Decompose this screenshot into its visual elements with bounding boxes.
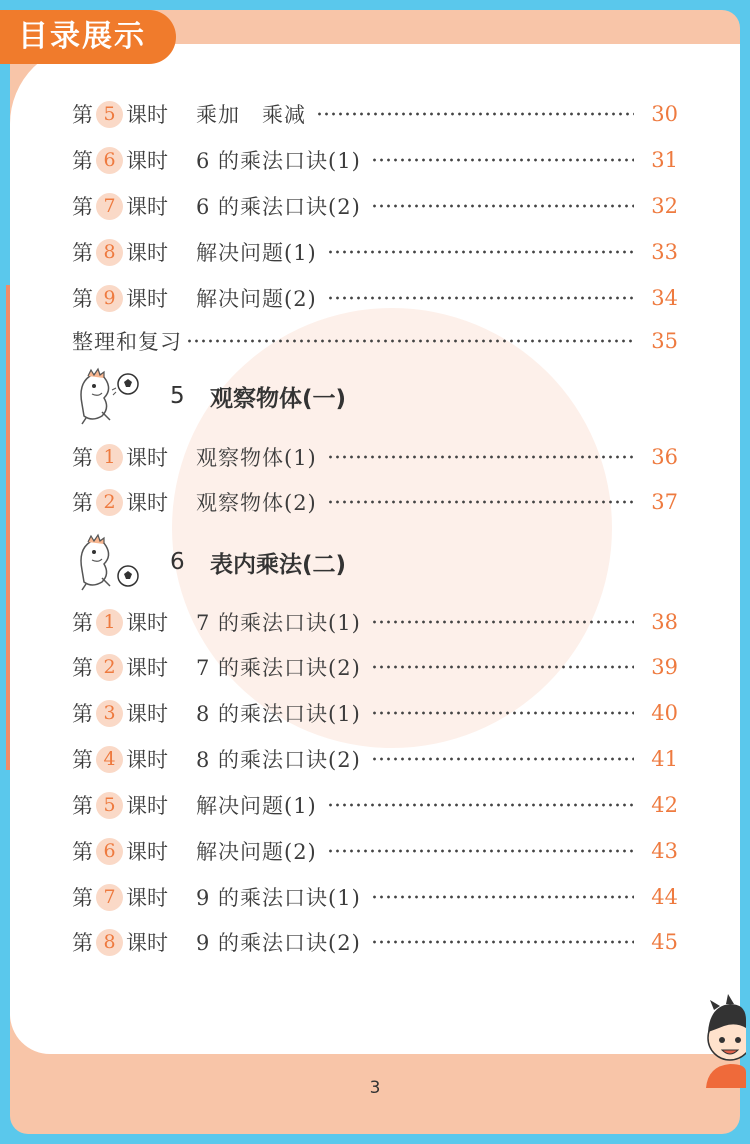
lesson-number-badge: 4: [96, 746, 123, 773]
lesson-title: 乘加 乘减: [196, 103, 306, 127]
lesson-title: 6 的乘法口诀(2): [196, 195, 361, 219]
toc-row[interactable]: 第 2 课时 7 的乘法口诀(2) 39: [72, 651, 678, 683]
lesson-title: 解决问题(1): [196, 794, 317, 818]
lesson-title: 观察物体(2): [196, 491, 317, 515]
page-number: 36: [651, 445, 678, 469]
toc-row[interactable]: 第 9 课时 解决问题(2) 34: [72, 282, 678, 314]
lesson-number-badge: 2: [96, 489, 123, 516]
lesson-number-badge: 3: [96, 700, 123, 727]
dot-leader: [371, 158, 634, 162]
toc-row[interactable]: 第 8 课时 9 的乘法口诀(2) 45: [72, 926, 678, 958]
toc-row[interactable]: 第 1 课时 观察物体(1) 36: [72, 441, 678, 473]
page-number: 33: [651, 240, 678, 264]
lesson-title: 9 的乘法口诀(2): [196, 931, 361, 955]
lesson-title: 解决问题(2): [196, 840, 317, 864]
dinosaur-soccer-icon: [72, 530, 144, 592]
lesson-title: 解决问题(1): [196, 241, 317, 265]
cartoon-boy-icon: [700, 992, 746, 1088]
dot-leader: [327, 296, 634, 300]
dot-leader: [371, 711, 634, 715]
page-number: 43: [651, 839, 678, 863]
dot-leader: [371, 204, 634, 208]
lesson-title: 8 的乘法口诀(1): [196, 702, 361, 726]
lesson-number-badge: 2: [96, 654, 123, 681]
lesson-title: 8 的乘法口诀(2): [196, 748, 361, 772]
dot-leader: [327, 455, 634, 459]
lesson-number-badge: 9: [96, 285, 123, 312]
lesson-number-badge: 5: [96, 101, 123, 128]
lesson-number-badge: 8: [96, 929, 123, 956]
toc-row-review[interactable]: [72, 325, 678, 357]
lesson-title: 解决问题(2): [196, 287, 317, 311]
toc-row[interactable]: 第 4 课时 8 的乘法口诀(2) 41: [72, 743, 678, 775]
toc-row[interactable]: 第 6 课时 6 的乘法口诀(1) 31: [72, 144, 678, 176]
page-number: 35: [651, 329, 678, 353]
dot-leader: [186, 339, 634, 343]
review-title: 整理和复习: [72, 330, 182, 354]
dot-leader: [316, 112, 634, 116]
page-number: 31: [651, 148, 678, 172]
toc-row[interactable]: 第 2 课时 观察物体(2) 37: [72, 486, 678, 518]
dot-leader: [371, 665, 634, 669]
header-title: 目录展示: [0, 10, 176, 64]
unit-title: 表内乘法(二): [210, 551, 347, 578]
lesson-title: 6 的乘法口诀(1): [196, 149, 361, 173]
lesson-number-badge: 7: [96, 884, 123, 911]
page-number: 37: [651, 490, 678, 514]
dot-leader: [327, 500, 634, 504]
page-number: 40: [651, 701, 678, 725]
lesson-number-badge: 6: [96, 147, 123, 174]
lesson-number-badge: 5: [96, 792, 123, 819]
toc-row[interactable]: 第 6 课时 解决问题(2) 43: [72, 835, 678, 867]
lesson-title: 9 的乘法口诀(1): [196, 886, 361, 910]
lesson-number-badge: 6: [96, 838, 123, 865]
page-number: 42: [651, 793, 678, 817]
unit-number: 6: [170, 549, 185, 575]
page-number: 32: [651, 194, 678, 218]
unit-number: 5: [170, 383, 185, 409]
toc-row[interactable]: 第 1 课时 7 的乘法口诀(1) 38: [72, 606, 678, 638]
dot-leader: [327, 849, 634, 853]
dot-leader: [371, 620, 634, 624]
lesson-number-badge: 7: [96, 193, 123, 220]
unit-heading[interactable]: [72, 534, 472, 590]
dot-leader: [371, 895, 634, 899]
page-number: 39: [651, 655, 678, 679]
lesson-title: 观察物体(1): [196, 446, 317, 470]
dot-leader: [371, 757, 634, 761]
toc-row[interactable]: 第 7 课时 6 的乘法口诀(2) 32: [72, 190, 678, 222]
lesson-number-badge: 8: [96, 239, 123, 266]
dinosaur-soccer-icon: [72, 364, 144, 426]
dot-leader: [371, 940, 634, 944]
lesson-number-badge: 1: [96, 444, 123, 471]
toc-row[interactable]: 第 5 课时 解决问题(1) 42: [72, 789, 678, 821]
dot-leader: [327, 250, 634, 254]
toc-row[interactable]: 第 3 课时 8 的乘法口诀(1) 40: [72, 697, 678, 729]
unit-title: 观察物体(一): [210, 385, 347, 412]
page-number: 41: [651, 747, 678, 771]
footer-page-number: 3: [369, 1078, 381, 1098]
toc-row[interactable]: 第 5 课时 乘加 乘减 30: [72, 98, 678, 130]
dot-leader: [327, 803, 634, 807]
toc-row[interactable]: 第 7 课时 9 的乘法口诀(1) 44: [72, 881, 678, 913]
unit-heading[interactable]: [72, 368, 472, 424]
lesson-number-badge: 1: [96, 609, 123, 636]
lesson-title: 7 的乘法口诀(2): [196, 656, 361, 680]
page-number: 45: [651, 930, 678, 954]
page-number: 30: [651, 102, 678, 126]
page-number: 38: [651, 610, 678, 634]
page-number: 44: [651, 885, 678, 909]
toc-row[interactable]: 第 8 课时 解决问题(1) 33: [72, 236, 678, 268]
lesson-title: 7 的乘法口诀(1): [196, 611, 361, 635]
page-number: 34: [651, 286, 678, 310]
